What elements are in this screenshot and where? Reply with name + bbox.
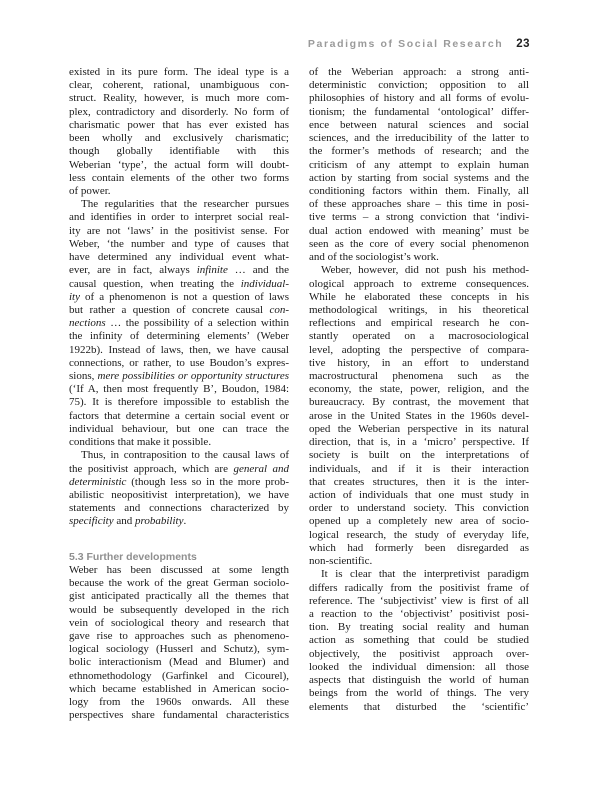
text-line <box>69 92 289 105</box>
text-line <box>309 410 529 423</box>
text-line <box>309 449 529 462</box>
text-line <box>309 634 529 647</box>
text-line <box>309 238 529 251</box>
text-span: stantly operated on a macrosociological <box>309 330 529 343</box>
text-span: the former’s methods of research; and the <box>309 145 529 158</box>
text-span: reference. The ‘subjectivist’ view is first of all <box>309 594 529 607</box>
text-line <box>309 119 529 132</box>
text-line <box>69 709 289 722</box>
text-line <box>309 370 529 383</box>
text-span: and <box>113 515 135 528</box>
text-span: logy from the 1960s onwards. All these <box>69 696 289 709</box>
right-column <box>309 66 529 714</box>
text-span: sciences, and the irreducibility of the latter to <box>309 132 529 145</box>
text-line <box>309 436 529 449</box>
text-span: arose in the United States in the 1960s devel- <box>309 409 529 422</box>
text-span: the infinity of determining elements’ (Weber <box>69 330 289 343</box>
text-span: aspects that distinguish the world of human <box>309 674 529 687</box>
text-line <box>69 211 289 224</box>
text-line <box>69 656 289 669</box>
text-span: plex, contradictory and disorderly. No form of <box>69 105 289 118</box>
text-span: objectively, the positivist approach over- <box>309 647 529 660</box>
text-line <box>309 66 529 79</box>
text-span: dual action endowed with meaning’ must be <box>309 224 529 237</box>
text-line <box>309 555 529 568</box>
italic-span: specificity <box>69 515 114 528</box>
text-span: tive history, in an effort to understand <box>309 356 529 369</box>
text-span: action as something that could be studied <box>309 634 529 647</box>
text-line <box>69 370 289 383</box>
text-span: ence between natural sciences and social <box>309 118 529 131</box>
text-span: ever, are in fact, always <box>69 264 197 277</box>
text-line <box>309 330 529 343</box>
text-line <box>69 502 289 515</box>
text-span: deterministic conviction; opposition to all <box>309 79 529 92</box>
text-span: society is built on the interpretations of <box>309 449 529 462</box>
text-span: differs radically from the positivist frame of <box>309 581 529 594</box>
text-span: (though less so in the more prob- <box>126 475 289 488</box>
text-span: connections, or rather, to use Boudon’s expres- <box>69 356 289 369</box>
text-span: … the possibility of a selection within <box>105 317 289 330</box>
text-line <box>309 159 529 172</box>
text-span: abilistic neopositivist interpretation), we have <box>69 489 289 501</box>
text-line <box>309 529 529 542</box>
text-span: conditioning factors within them. Finally, all <box>309 184 529 197</box>
text-span: action by starting from social systems and the <box>309 171 529 184</box>
text-line <box>69 630 289 643</box>
text-span: and of the sociologist’s work. <box>309 251 439 264</box>
text-line <box>69 423 289 436</box>
text-span: opened up a completely new area of socio- <box>309 515 529 528</box>
text-span: but rather a question of concrete causal <box>69 303 270 316</box>
text-span: methodological writings, in his theoretical <box>309 303 529 316</box>
text-line <box>69 696 289 709</box>
text-span: have determined any individual event what- <box>69 251 289 264</box>
text-span: ity are not ‘laws’ in the positivist sense. For <box>69 224 289 237</box>
text-line <box>309 291 529 304</box>
text-line <box>309 582 529 595</box>
text-span: tive terms – a strong conviction that ‘indivi- <box>309 211 529 224</box>
text-line <box>69 489 289 502</box>
italic-span: individual- <box>240 277 289 290</box>
text-line <box>69 291 289 304</box>
text-line <box>69 145 289 158</box>
text-line <box>309 515 529 528</box>
italic-span: mere possibilities or opportunity structures <box>97 370 289 383</box>
text-line <box>309 595 529 608</box>
text-line <box>309 251 529 264</box>
text-span: of these approaches share – this time in posi- <box>309 198 529 211</box>
text-span: ethnomethodology (Garfinkel and Cicourel), <box>69 669 289 682</box>
text-span: clear, coherent, rational, unambiguous con- <box>69 79 289 92</box>
text-line <box>309 304 529 317</box>
section-heading: 5.3 Further developments <box>69 550 197 563</box>
text-span: level, adopting the perspective of compara- <box>309 343 529 356</box>
text-span: conditions that make it possible. <box>69 436 212 449</box>
text-span: though globally identifiable with this <box>69 145 289 158</box>
text-span: reflections and empirical research he con- <box>309 317 529 330</box>
text-span: Weber, ‘the number and type of causes that <box>69 237 289 250</box>
text-span: less contain elements of the other two forms <box>69 171 289 184</box>
text-line <box>309 106 529 119</box>
running-head <box>308 38 530 50</box>
text-span: bolic interactionism (Mead and Blumer) and <box>69 656 289 669</box>
text-span: elements that disturbed the ‘scientific’ <box>309 700 529 713</box>
text-span: perspectives share fundamental characteristics <box>69 709 289 722</box>
text-line <box>69 79 289 92</box>
text-span: macrostructural phenomena such as the <box>309 370 529 383</box>
text-span: sions, <box>69 370 98 383</box>
text-line <box>69 604 289 617</box>
text-line <box>69 106 289 119</box>
text-line <box>309 225 529 238</box>
text-line <box>309 489 529 502</box>
text-line <box>309 344 529 357</box>
text-line <box>69 66 289 79</box>
text-line <box>69 590 289 603</box>
text-span: of a phenomenon is not a question of laws <box>80 290 289 303</box>
text-span: existed in its pure form. The ideal type is a <box>69 66 289 78</box>
text-line <box>309 211 529 224</box>
text-line <box>309 542 529 555</box>
page-number: 23 <box>516 38 530 50</box>
text-span: ological approach to extreme consequences. <box>309 277 529 290</box>
text-line <box>309 701 529 714</box>
text-span: vein of sociological theory and research that <box>69 616 289 629</box>
text-span: because the work of the great German sociolo- <box>69 577 289 590</box>
text-span: tionism; the fundamental ‘ontological’ differ- <box>309 105 529 118</box>
text-span: seen as the core of every social phenomenon <box>309 237 529 250</box>
italic-span: ity <box>69 290 80 303</box>
text-span: individual behaviour, but one can trace the <box>69 422 289 435</box>
text-span: a reaction to the ‘objectivist’ positivist posi- <box>309 607 529 620</box>
text-line <box>309 502 529 515</box>
text-line <box>69 643 289 656</box>
text-line <box>69 238 289 251</box>
text-span: charismatic power that has ever existed has <box>69 118 289 131</box>
text-line <box>69 172 289 185</box>
text-line <box>69 476 289 489</box>
text-span: direction, that is, in a ‘micro’ perspective. If <box>309 436 529 449</box>
text-line <box>309 357 529 370</box>
text-line <box>309 198 529 211</box>
text-span: logical sociology (Husserl and Schutz), sym- <box>69 643 289 656</box>
text-span: of the Weberian approach: a strong anti- <box>309 66 529 78</box>
text-line <box>69 617 289 630</box>
text-line <box>69 317 289 330</box>
text-span: beings from the world of things. The very <box>309 687 529 700</box>
text-span: While he elaborated these concepts in his <box>309 290 529 303</box>
text-line <box>309 476 529 489</box>
text-span: Weberian ‘type’, the actual form will doubt- <box>69 158 289 171</box>
text-line <box>309 132 529 145</box>
text-span: gist anticipated practically all the themes that <box>69 590 289 603</box>
text-line <box>309 79 529 92</box>
text-line <box>69 132 289 145</box>
text-span: Weber has been discussed at some length <box>69 563 289 576</box>
text-span: been wholly and exclusively charismatic; <box>69 132 289 145</box>
italic-span: general and <box>233 462 289 475</box>
text-line <box>309 185 529 198</box>
italic-span: deterministic <box>69 475 127 488</box>
text-span: action of individuals that one must study in <box>309 489 529 501</box>
text-span: non-scientific. <box>309 555 373 568</box>
text-line <box>309 396 529 409</box>
text-line <box>69 463 289 476</box>
text-line <box>69 577 289 590</box>
text-line <box>69 436 289 449</box>
text-span: economy, the state, power, religion, and the <box>309 383 529 396</box>
italic-span: probability <box>134 515 184 528</box>
text-span: struct. Reality, however, is much more com- <box>69 92 289 105</box>
text-line <box>309 278 529 291</box>
text-line <box>69 225 289 238</box>
text-line <box>69 119 289 132</box>
text-span: looked the individual dimension: all those <box>309 660 529 673</box>
text-line <box>309 264 529 277</box>
italic-span: infinite <box>196 264 228 277</box>
text-span: philosophies of history and all forms of evolu- <box>309 92 529 105</box>
text-span: 1922b). Instead of laws, then, we have causal <box>69 343 289 356</box>
text-span: criticism of any attempt to explain human <box>309 158 529 171</box>
text-line <box>69 185 289 198</box>
running-head-title: Paradigms of Social Research <box>307 38 504 50</box>
text-span: and identifies in order to interpret social real- <box>69 211 289 224</box>
text-span: the positivist approach, which are <box>69 462 234 475</box>
text-span: gave rise to approaches such as phenomeno- <box>69 629 289 642</box>
italic-span: con- <box>269 303 289 316</box>
text-line <box>309 608 529 621</box>
text-span: tion. By treating social reality and human <box>309 621 529 634</box>
text-span: which had formerly been disregarded as <box>309 541 529 554</box>
text-line <box>309 687 529 700</box>
text-line <box>69 357 289 370</box>
text-line <box>309 92 529 105</box>
text-line <box>309 172 529 185</box>
left-column <box>69 66 289 723</box>
text-line <box>69 383 289 396</box>
text-line <box>309 423 529 436</box>
text-line <box>69 278 289 291</box>
text-span: . <box>183 515 187 528</box>
text-span: Thus, in contraposition to the causal laws of <box>81 449 289 462</box>
text-line <box>309 568 529 581</box>
text-line <box>69 410 289 423</box>
text-span: which became established in American socio- <box>69 682 289 695</box>
text-line <box>69 264 289 277</box>
text-span: Weber, however, did not push his method- <box>321 264 529 277</box>
text-span: order to understand society. This conviction <box>309 502 529 515</box>
italic-span: nections <box>69 317 106 330</box>
text-span: (‘If A, then most frequently B’, Boudon, 1984: <box>69 383 289 396</box>
text-line <box>69 330 289 343</box>
text-span: causal question, when treating the <box>69 277 241 290</box>
text-span: that creates structures, then it is the inter- <box>309 475 529 488</box>
text-span: statements and connections characterized by <box>69 502 289 515</box>
text-span: would be subsequently developed in the rich <box>69 603 289 616</box>
text-span: The regularities that the researcher pursues <box>81 198 289 211</box>
text-line <box>69 344 289 357</box>
text-line <box>69 396 289 409</box>
text-span: It is clear that the interpretivist paradigm <box>321 568 529 581</box>
text-line <box>309 661 529 674</box>
text-span: factors that determine a certain social event or <box>69 409 289 422</box>
text-line <box>69 304 289 317</box>
text-line <box>309 621 529 634</box>
text-span: bureaucracy. By contrast, the movement that <box>309 396 529 409</box>
text-span: … and the <box>227 264 289 277</box>
text-line <box>309 317 529 330</box>
text-line <box>309 648 529 661</box>
text-line <box>69 683 289 696</box>
text-line <box>309 674 529 687</box>
text-line <box>69 515 289 528</box>
text-line <box>309 463 529 476</box>
text-line <box>69 198 289 211</box>
text-line <box>69 670 289 683</box>
text-line <box>309 383 529 396</box>
text-span: individuals, and if it is their interaction <box>309 462 529 475</box>
text-span: logical research, the study of everyday life, <box>309 528 529 541</box>
text-line <box>309 145 529 158</box>
text-line <box>69 564 289 577</box>
text-line <box>69 251 289 264</box>
text-span: of power. <box>69 184 111 197</box>
text-span: 75). It is therefore impossible to establish the <box>69 396 289 409</box>
text-line <box>69 159 289 172</box>
text-span: oped the Weberian perspective in its natural <box>309 422 529 435</box>
text-line <box>69 449 289 462</box>
